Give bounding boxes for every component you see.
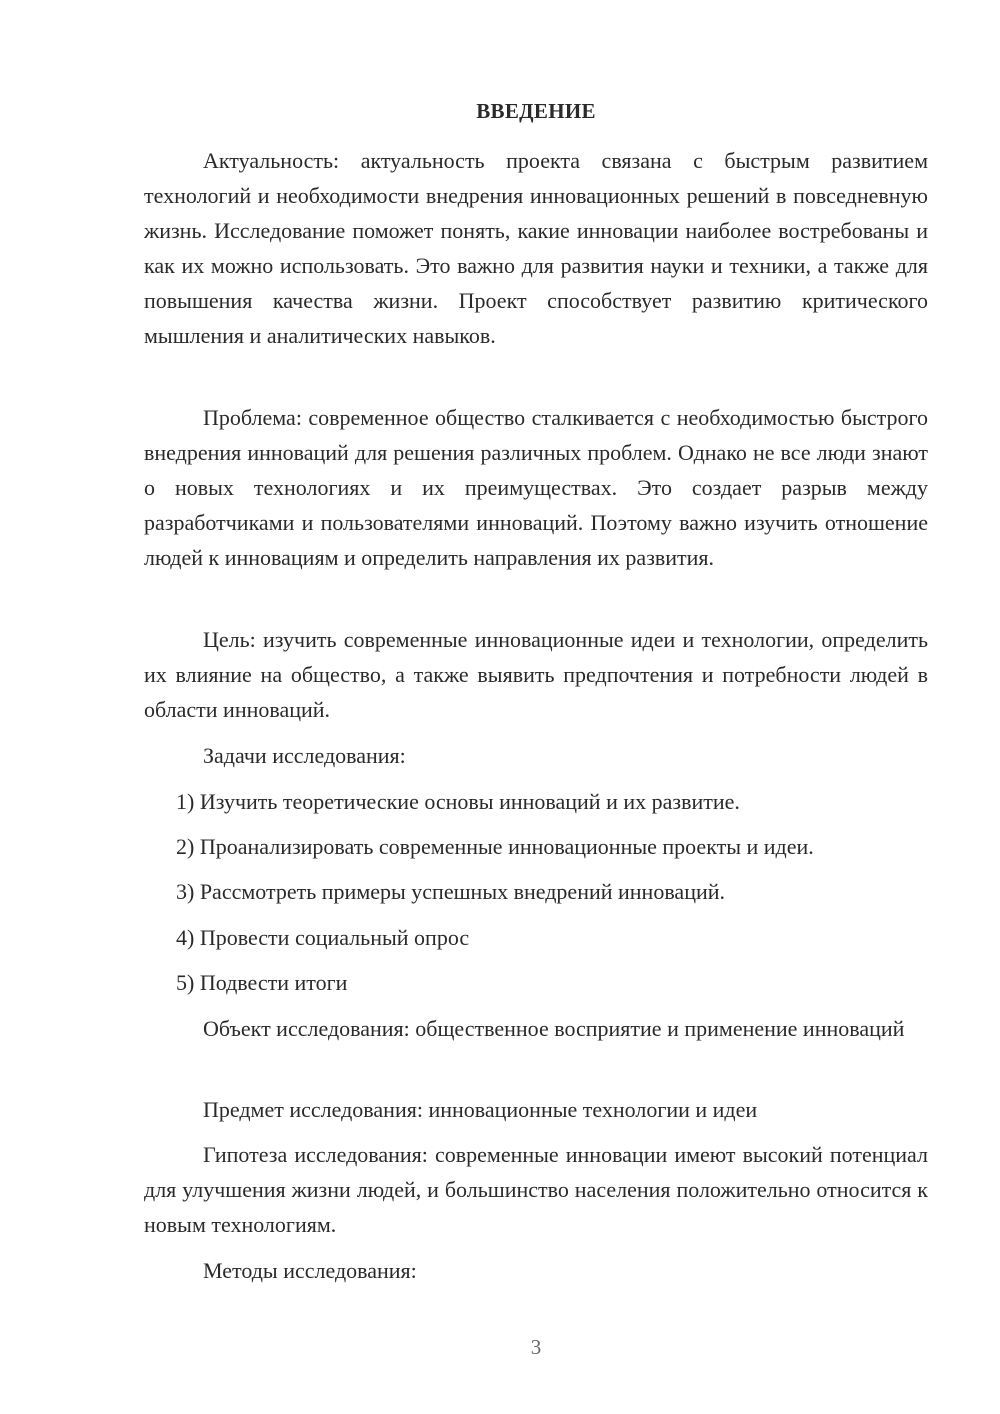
hypothesis-paragraph: Гипотеза исследования: современные инновации имеют высокий потенциал для улучшения жизни людей, и большинство населения положительно относится к новым технологиям. bbox=[144, 1142, 928, 1237]
task-item-5: 5) Подвести итоги bbox=[176, 970, 348, 995]
section-heading: ВВЕДЕНИЕ bbox=[476, 99, 596, 123]
object-paragraph: Объект исследования: общественное восприятие и применение инноваций bbox=[203, 1016, 905, 1041]
relevance-paragraph: Актуальность: актуальность проекта связана с быстрым развитием технологий и необходимости внедрения инновационных решений в повседневную жизнь. Исследование поможет понять, какие инновации наиболее востребованы и как их можно использовать. Это важно для развития науки и техники, а также для повышения качества жизни. Проект способствует развитию критического мышления и аналитических навыков. bbox=[144, 148, 928, 348]
task-item-3: 3) Рассмотреть примеры успешных внедрений инноваций. bbox=[176, 879, 726, 904]
problem-paragraph: Проблема: современное общество сталкивается с необходимостью быстрого внедрения инноваций для решения различных проблем. Однако не все люди знают о новых технологиях и их преимуществах. Это создает разрыв между разработчиками и пользователями инноваций. Поэтому важно изучить отношение людей к инновациям и определить направления их развития. bbox=[144, 405, 928, 570]
tasks-heading: Задачи исследования: bbox=[203, 743, 406, 768]
task-item-4: 4) Провести социальный опрос bbox=[176, 925, 470, 950]
task-item-2: 2) Проанализировать современные инновационные проекты и идеи. bbox=[176, 834, 814, 859]
subject-paragraph: Предмет исследования: инновационные технологии и идеи bbox=[203, 1097, 758, 1122]
goal-paragraph: Цель: изучить современные инновационные идеи и технологии, определить их влияние на общество, а также выявить предпочтения и потребности людей в области инноваций. bbox=[144, 627, 928, 722]
task-item-1: 1) Изучить теоретические основы инноваций и их развитие. bbox=[176, 789, 740, 814]
page-number: 3 bbox=[530, 1335, 542, 1359]
methods-paragraph: Методы исследования: bbox=[203, 1258, 417, 1283]
